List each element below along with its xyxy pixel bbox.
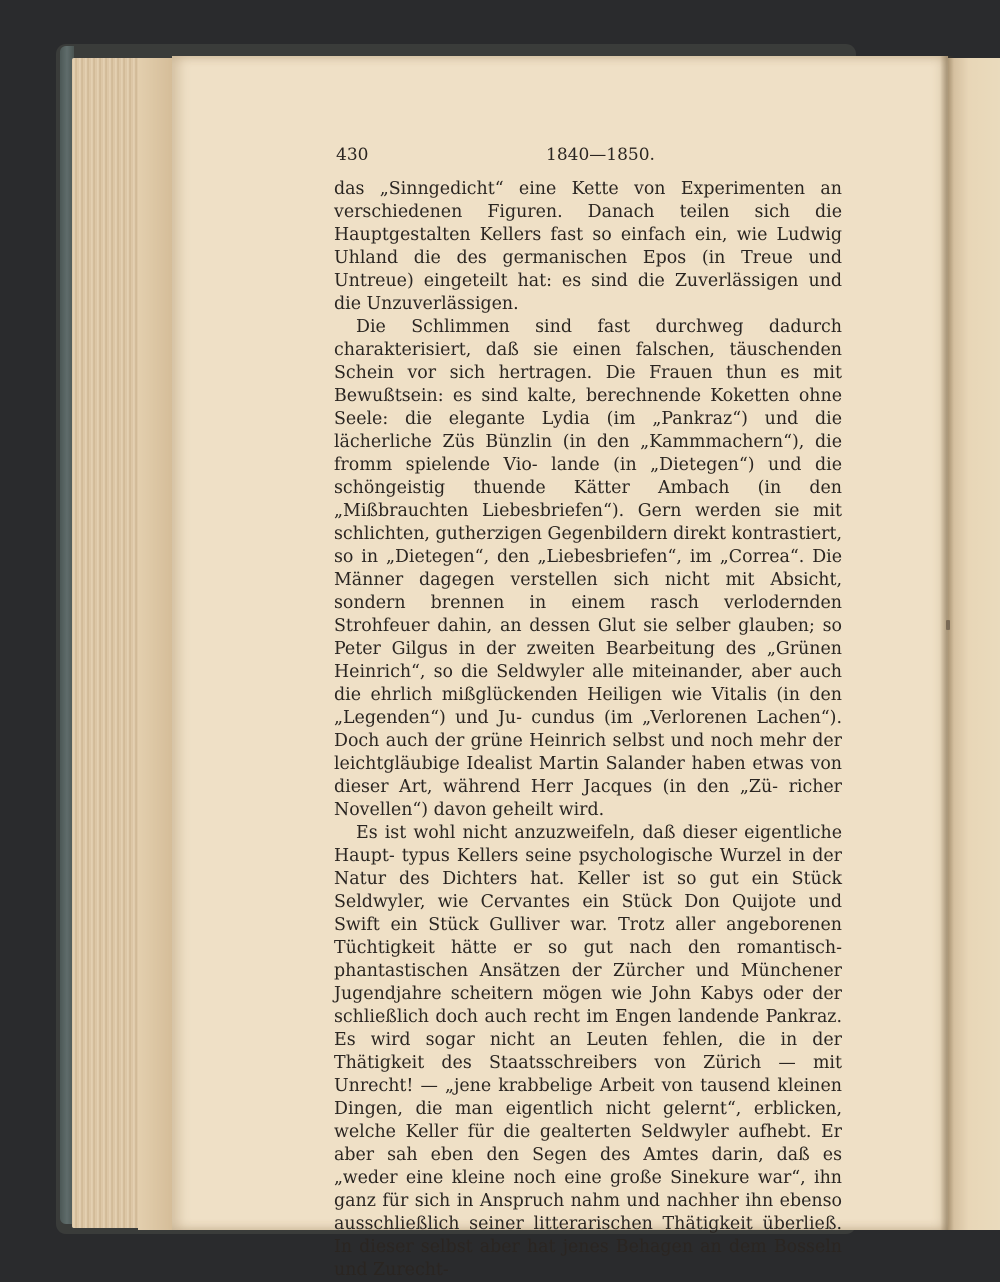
- page-edge-shade: [138, 58, 172, 1230]
- running-title: 1840—1850.: [546, 145, 655, 165]
- paragraph-3: Es ist wohl nicht anzuzweifeln, daß dieser eigentliche Haupt- typus Kellers seine psychologische Wurzel in der Natur des Dichters hat. Keller ist so gut ein Stück Seldwyler, wie Cervantes ein Stück Don Quijote und Swift ein Stück Gulliver war. Trotz aller angeborenen Tüchtigkeit hätte er so gut nach den romantisch- phantastischen Ansätzen der Zürcher und Münchener Jugendjahre scheitern mögen wie John Kabys oder der schließlich doch auch recht im Engen landende Pankraz. Es wird sogar nicht an Leuten fehlen, die in der Thätigkeit des Staatsschreibers von Zürich — mit Unrecht! — „jene krabbelige Arbeit von tausend kleinen Dingen, die man eigentlich nicht gelernt“, erblicken, welche Keller für die gealterten Seldwyler aufhebt. Er aber sah eben den Segen des Amtes darin, daß es „weder eine kleine noch eine große Sinekure war“, ihn ganz für sich in Anspruch nahm und nachher ihn ebenso ausschließlich seiner litterarischen Thätigkeit überließ. In dieser selbst aber hat jenes Behagen an dem Bosseln und Zurecht-: [334, 823, 842, 1280]
- page-number: 430: [336, 145, 369, 165]
- margin-mark: [946, 620, 950, 630]
- paragraph-1: das „Sinngedicht“ eine Kette von Experimenten an verschiedenen Figuren. Danach teilen sich die Hauptgestalten Kellers fast so einfach ein, wie Ludwig Uhland die des germanischen Epos (in Treue und Untreue) eingeteilt hat: es sind die Zuverlässigen und die Unzuverlässigen.: [334, 179, 842, 314]
- book-gutter: [940, 56, 954, 1230]
- paragraph-2: Die Schlimmen sind fast durchweg dadurch charakterisiert, daß sie einen falschen, täuschenden Schein vor sich hertragen. Die Frauen thun es mit Bewußtsein: es sind kalte, berechnende Koketten ohne Seele: die elegante Lydia (im „Pankraz“) und die lächerliche Züs Bünzlin (in den „Kammmachern“), die fromm spielende Vio- lande (in „Dietegen“) und die schöngeistig thuende Kätter Ambach (in den „Mißbrauchten Liebesbriefen“). Gern werden sie mit schlichten, gutherzigen Gegenbildern direkt kontrastiert, so in „Dietegen“, den „Liebesbriefen“, im „Correa“. Die Männer dagegen verstellen sich nicht mit Absicht, sondern brennen in einem rasch verlodernden Strohfeuer dahin, an dessen Glut sie selber glauben; so Peter Gilgus in der zweiten Bearbeitung des „Grünen Heinrich“, so die Seldwyler alle miteinander, aber auch die ehrlich mißglückenden Heiligen wie Vitalis (in den „Legenden“) und Ju- cundus (im „Verlorenen Lachen“). Doch auch der grüne Heinrich selbst und noch mehr der leichtgläubige Idealist Martin Salander haben etwas von dieser Art, während Herr Jacques (in den „Zü- richer Novellen“) davon geheilt wird.: [334, 317, 842, 820]
- page-header: [336, 145, 841, 169]
- facing-page-edge: [948, 58, 1000, 1230]
- body-text: [334, 178, 842, 1282]
